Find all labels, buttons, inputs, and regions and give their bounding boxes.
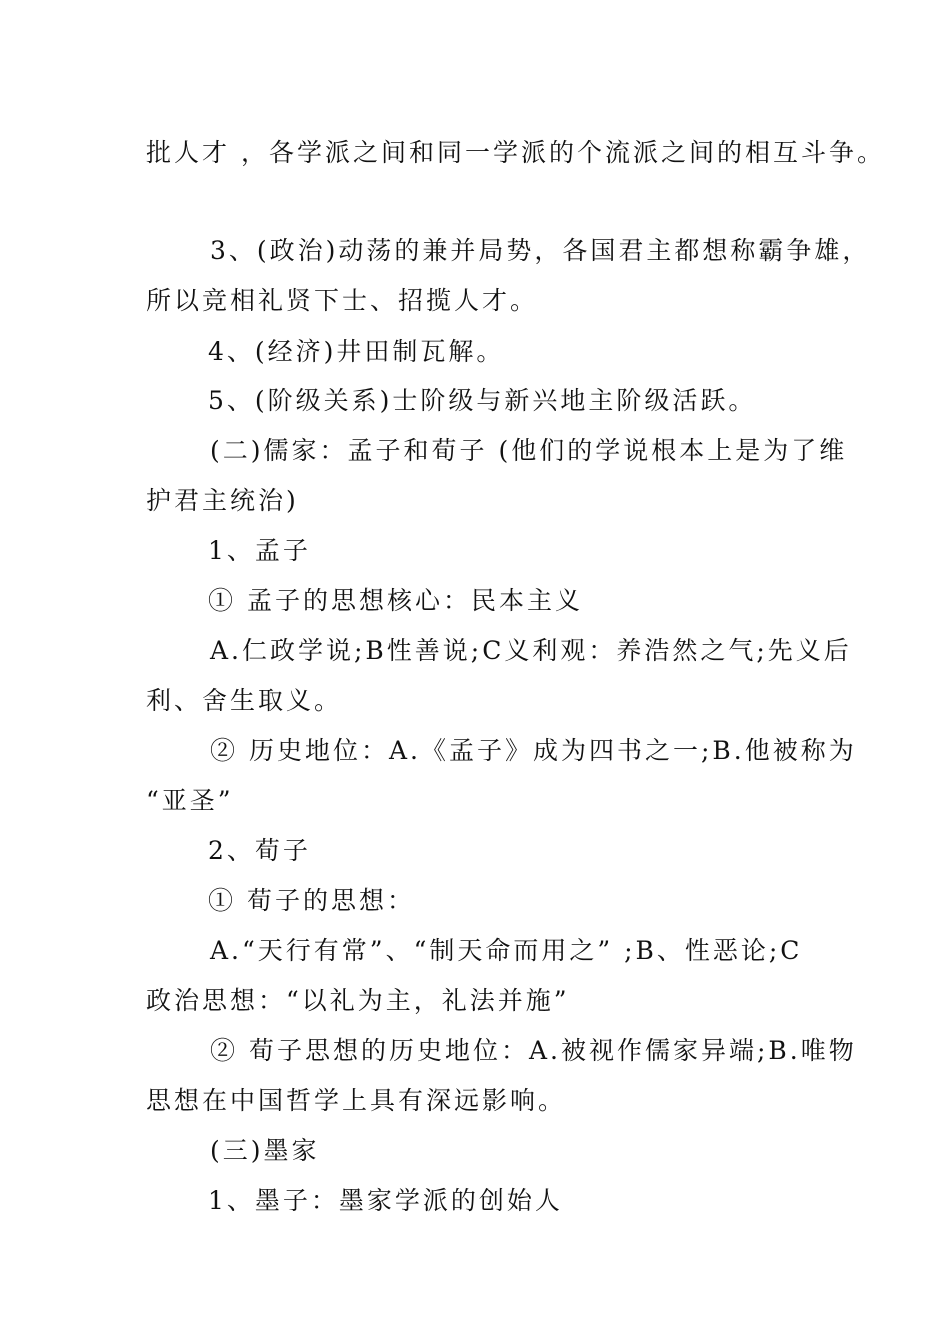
text-line: 1、孟子 xyxy=(208,536,311,565)
text-line: A.“天行有常”、“制天命而用之” ;B、性恶论;C xyxy=(210,936,803,965)
text-line: 护君主统治) xyxy=(146,486,299,515)
text-line: 所以竞相礼贤下士、招揽人才。 xyxy=(146,286,539,315)
text-line: 1、墨子：墨家学派的创始人 xyxy=(208,1186,563,1215)
text-line: 政治思想：“以礼为主，礼法并施” xyxy=(146,986,570,1015)
text-line: (三)墨家 xyxy=(210,1136,320,1165)
text-line: (二)儒家：孟子和荀子 (他们的学说根本上是为了维 xyxy=(210,436,848,465)
text-line: “亚圣” xyxy=(146,786,234,815)
text-line: 4、(经济)井田制瓦解。 xyxy=(208,337,505,366)
text-line: 5、(阶级关系)士阶级与新兴地主阶级活跃。 xyxy=(208,386,757,415)
text-line: 批人才 ，各学派之间和同一学派的个流派之间的相互斗争。 xyxy=(146,138,885,167)
text-line: 2、荀子 xyxy=(208,836,311,865)
text-line: ① 孟子的思想核心：民本主义 xyxy=(208,586,583,615)
text-line: A.仁政学说;B性善说;C义利观：养浩然之气;先义后 xyxy=(210,636,852,665)
text-line: ② 历史地位：A.《孟子》成为四书之一;B.他被称为 xyxy=(210,736,857,765)
text-line: 利、舍生取义。 xyxy=(146,686,343,715)
text-line: ① 荀子的思想： xyxy=(208,886,415,915)
text-line: 思想在中国哲学上具有深远影响。 xyxy=(146,1086,567,1115)
text-line: ② 荀子思想的历史地位：A.被视作儒家异端;B.唯物 xyxy=(210,1036,857,1065)
text-line: 3、(政治)动荡的兼并局势，各国君主都想称霸争雄， xyxy=(210,236,871,265)
